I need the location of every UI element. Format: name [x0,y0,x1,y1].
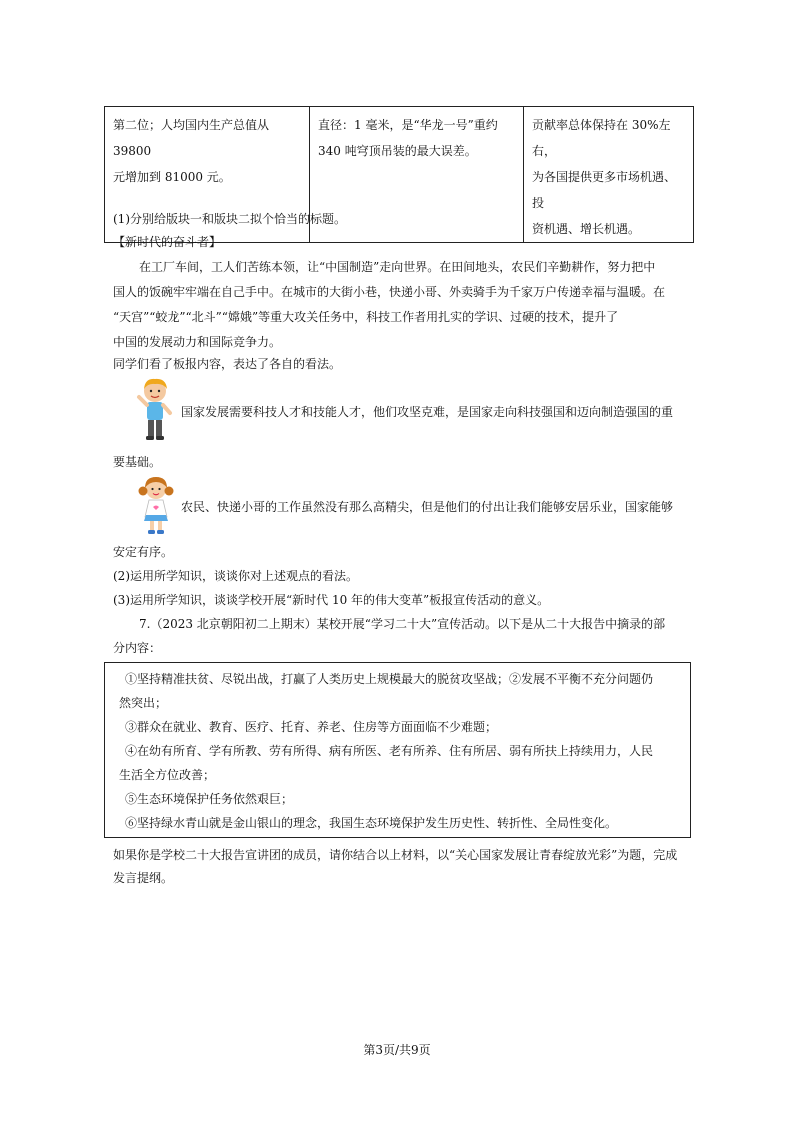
question-7-line: 分内容： [113,641,162,655]
passage-line: 国人的饭碗牢牢端在自己手中。在城市的大街小巷，快递小哥、外卖骑手为千家万户传递幸福与温暖。在 [113,285,666,299]
table-cell [524,107,694,243]
boy-view-line: 要基础。 [113,455,162,469]
quote-line: ⑥坚持绿水青山就是金山银山的理念，我国生态环境保护发生历史性、转折性、全局性变化。 [125,816,618,830]
task-line: 如果你是学校二十大报告宣讲团的成员，请你结合以上材料，以“关心国家发展让青春绽放光彩”为题，完成 [113,848,678,862]
section-title: 【新时代的奋斗者】 [113,235,222,249]
quote-line: ③群众在就业、教育、医疗、托育、养老、住房等方面面临不少难题； [125,720,498,734]
passage-line: “天宫”“蛟龙”“北斗”“嫦娥”等重大攻关任务中，科技工作者用扎实的学识、过硬的技术，提升了 [113,310,619,324]
quote-line: ④在幼有所育、学有所教、劳有所得、病有所医、老有所养、住有所居、弱有所扶上持续用力，人民 [125,744,654,758]
boy-view-line: 国家发展需要科技人才和技能人才，他们攻坚克难，是国家走向科技强国和迈向制造强国的重 [181,405,674,419]
boy-illustration [133,377,177,443]
cell-line: 340 吨穹顶吊装的最大误差。 [318,144,477,158]
girl-view-line: 农民、快递小哥的工作虽然没有那么高精尖，但是他们的付出让我们能够安居乐业，国家能够 [181,500,674,514]
cell-line: 贡献率总体保持在 30%左右， [532,118,671,158]
quote-line: 然突出； [119,696,168,710]
question-3: (3)运用所学知识，谈谈学校开展“新时代 10 年的伟大变革”板报宣传活动的意义。 [113,593,550,607]
cell-line: 资机遇、增长机遇。 [532,222,641,236]
question-2: (2)运用所学知识，谈谈你对上述观点的看法。 [113,569,358,583]
cell-line: 直径：1 毫米，是“华龙一号”重约 [318,118,498,132]
question-1: (1)分别给版块一和版块二拟个恰当的标题。 [113,212,346,226]
quote-line: ⑤生态环境保护任务依然艰巨； [125,792,294,806]
question-7-line: 7.（2023 北京朝阳初二上期末）某校开展“学习二十大”宣传活动。以下是从二十大报告中摘录的部 [139,617,666,631]
cell-line: 元增加到 81000 元。 [113,170,231,184]
cell-line: 第二位；人均国内生产总值从 39800 [113,118,270,158]
passage-line: 在工厂车间，工人们苦练本领，让“中国制造”走向世界。在田间地头，农民们辛勤耕作，努力把中 [139,260,656,274]
quote-line: ①坚持精准扶贫、尽锐出战，打赢了人类历史上规模最大的脱贫攻坚战；②发展不平衡不充分问题仍 [125,672,654,686]
girl-view-line: 安定有序。 [113,545,174,559]
intro-text: 同学们看了板报内容，表达了各自的看法。 [113,357,342,371]
quote-box [104,662,691,838]
girl-illustration [137,474,175,536]
quote-line: 生活全方位改善； [119,768,216,782]
page-footer: 第3页/共9页 [363,1043,431,1057]
cell-line: 为各国提供更多市场机遇、投 [532,170,677,210]
passage-line: 中国的发展动力和国际竞争力。 [113,335,282,349]
task-line: 发言提纲。 [113,871,174,885]
